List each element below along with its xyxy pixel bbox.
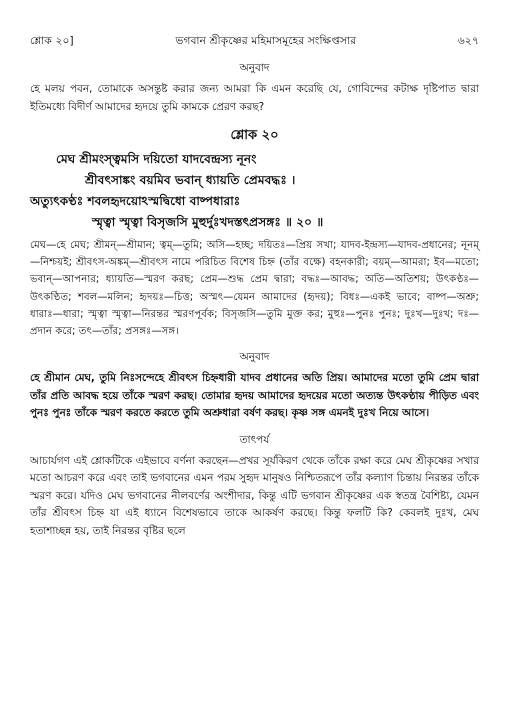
verse-text <box>30 149 479 233</box>
verse-heading: শ্লোক ২০ <box>230 128 279 143</box>
header-page-number: ৬২৭ <box>457 35 479 47</box>
synonyms-text: মেঘ—হে মেঘ; শ্রীমন্—শ্রীমান; ত্বম্—তুমি; অসি—হচ্ছ; দয়িতঃ—প্রিয় সখা; যাদব-ইন্দ্রস্য—যাদব-প্রধানের; নূনম্—নিশ্চয়ই; শ্রীবৎস-অঙ্কম্—শ্রীবৎস নামে পরিচিত বিশেষ চিহ্ন (তাঁর বক্ষে) বহনকারী; বয়ম্—আমরা; ইব—মতো; ভবান্—আপনার; ধ্যায়তি—স্মরণ করছ; প্রেম—শুদ্ধ প্রেম দ্বারা; বদ্ধঃ—আবদ্ধ; অতি—অতিশয়; উৎকণ্ঠঃ—উৎকণ্ঠিত; শবল—মলিন; হৃদয়ঃ—চিত্ত; অস্মৎ—যেমন আমাদের (হৃদয়); বিধঃ—একই ভাবে; বাষ্প—অশ্রু; ধারাঃ—ধারা; স্মৃত্বা স্মৃত্বা—নিরন্তর স্মরণপূর্বক; বিসৃজসি—তুমি মুক্ত কর; মুহুঃ—পুনঃ পুনঃ; দুঃখ—দুঃখ; দঃ—প্রদান করে; তৎ—তাঁর; প্রসঙ্গঃ—সঙ্গ। <box>30 240 479 338</box>
section-heading-purport: তাৎপর্য <box>239 433 270 446</box>
verse-line-4: স্মৃত্বা স্মৃত্বা বিসৃজসি মুহুর্দুঃখদস্তৎপ্রসঙ্গঃ ॥ ২০ ॥ <box>92 215 324 229</box>
section-heading-translation-prev: অনুবাদ <box>239 62 270 74</box>
verse-line-2: শ্রীবৎসাঙ্কং বয়মিব ভবান্ ধ্যায়তি প্রেমবদ্ধঃ । <box>85 173 296 187</box>
header-chapter-title: ভগবান শ্রীকৃষ্ণের মহিমাসমূহের সংক্ষিপ্তসার <box>175 35 357 47</box>
section-heading-translation: অনুবাদ <box>239 351 270 364</box>
header-verse-ref: শ্লোক ২০] <box>30 35 74 47</box>
translation-text-prev: হে মলয় পবন, তোমাকে অসন্তুষ্ট করার জন্য আমরা কি এমন করেছি যে, গোবিন্দের কটাক্ষ দৃষ্টিপাত দ্বারা ইতিমধ্যে বিদীর্ণ আমাদের হৃদয়ে তুমি কামকে প্রেরণ করছ? <box>30 83 479 113</box>
verse-line-1: মেঘ শ্রীমংস্ত্বমসি দয়িতো যাদবেন্দ্রস্য নূনং <box>56 152 257 166</box>
running-header <box>30 34 479 51</box>
verse-line-3: অত্যুৎকণ্ঠঃ শবলহৃদয়োঽস্মদ্বিধো বাষ্পধারাঃ <box>30 194 241 208</box>
translation-text: হে শ্রীমান মেঘ, তুমি নিঃসন্দেহে শ্রীবৎস চিহ্নধারী যাদব প্রধানের অতি প্রিয়। আমাদের মতো তুমি প্রেম দ্বারা তাঁর প্রতি আবদ্ধ হয়ে তাঁকে স্মরণ করছ। তোমার হৃদয় আমাদের হৃদয়ের মতো অত্যন্ত উৎকণ্ঠায় পীড়িত এবং পুনঃ পুনঃ তাঁকে স্মরণ করতে করতে তুমি অশ্রুধারা বর্ষণ করছ। কৃষ্ণ সঙ্গ এমনই দুঃখ নিয়ে আসে। <box>30 372 479 420</box>
purport-text: আচার্যগণ এই শ্লোকটিকে এইভাবে বর্ণনা করছেন—প্রখর সূর্যকিরণ থেকে তাঁকে রক্ষা করে মেঘ শ্রীকৃষ্ণের সখার মতো আচরণ করে এবং তাই ভগবানের এমন পরম সুহৃদ মানুষও নিশ্চিতরূপে তাঁর কল্যাণ চিন্তায় নিরন্তর তাঁকে স্মরণ করে। যদিও মেঘ ভগবানের নীলবর্ণের অংশীদার, কিন্তু এটি ভগবান শ্রীকৃষ্ণের এক স্বতন্ত্র বৈশিষ্ট্য, যেমন তাঁর শ্রীবৎস চিহ্ন যা এই ধ্যানে বিশেষভাবে তাকে আকর্ষণ করছে। কিন্তু ফলটি কি? কেবলই দুঃখ, মেঘ হতাশাচ্ছন্ন হয়, তাই নিরন্তর বৃষ্টির ছলে <box>30 454 479 537</box>
